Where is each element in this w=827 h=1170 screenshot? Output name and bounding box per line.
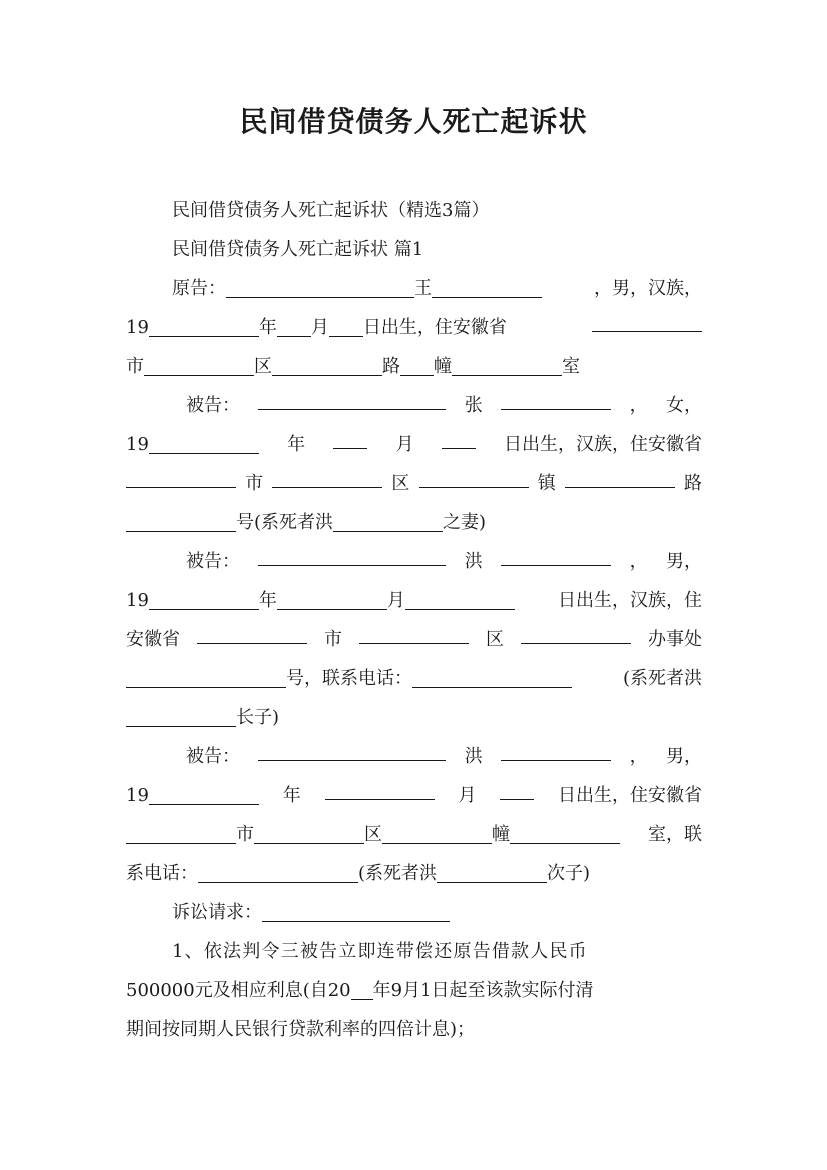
number-phone-label: 号，联系电话： [286,668,412,689]
city-label: 市 [126,356,144,377]
year-label: 年 [258,317,277,338]
defendant3-gender: 男， [665,746,702,767]
blank-field [258,738,446,761]
blank-field [126,704,236,727]
relation-prefix: (系死者洪 [622,668,702,689]
comma: ， [629,395,648,416]
province-label: 安徽省 [126,629,180,650]
blank-field [501,543,611,566]
blank-field [149,314,259,337]
birth-suffix: 日出生，住安徽省 [557,785,702,806]
blank-field [144,353,254,376]
claim-text: 500000元及相应利息(自20 [126,980,351,1001]
blank-field [419,465,529,488]
claims-line [172,894,702,932]
blank-field [198,860,358,883]
defendant1-line-2 [126,426,702,464]
defendant-label: 被告： [186,551,240,572]
plaintiff-line-3 [126,348,702,386]
claim-item-1-line-1: 1、依法判令三被告立即连带偿还原告借款人民币 [172,941,588,962]
defendant3-surname: 洪 [464,746,483,767]
room-label: 室 [562,356,580,377]
blank-field [333,509,443,532]
city-label: 市 [245,473,264,494]
relation-label: 长子) [236,707,280,728]
blank-field [432,275,542,298]
blank-field [149,587,259,610]
district-label: 区 [364,824,382,845]
blank-field [254,821,364,844]
blank-field [510,821,620,844]
relation-prefix: (系死者洪 [358,863,438,884]
defendant1-surname: 张 [464,395,483,416]
defendant2-gender: 男， [665,551,702,572]
blank-field [197,621,307,644]
number-relation-prefix: 号(系死者洪 [236,512,334,533]
blank-field [149,782,259,805]
district-label: 区 [254,356,272,377]
section-heading: 民间借贷债务人死亡起诉状 篇1 [172,239,424,260]
year-label: 年 [282,785,301,806]
blank-field [565,465,675,488]
defendant-label: 被告： [186,746,240,767]
claim-item-1-line-3: 期间按同期人民银行贷款利率的四倍计息)； [126,1019,476,1040]
blank-field [452,353,562,376]
blank-field [329,314,363,337]
defendant1-line-3 [126,465,702,503]
blank-field [405,587,515,610]
birth-suffix: 日出生，住安徽省 [362,317,507,338]
road-label: 路 [382,356,400,377]
building-label: 幢 [434,356,452,377]
birth-prefix: 19 [126,590,149,611]
blank-field [126,821,236,844]
blank-field [262,899,450,922]
document-title: 民间借贷债务人死亡起诉状 [239,105,588,138]
comma: ， [629,746,648,767]
blank-field [351,977,373,1000]
office-label: 办事处 [648,629,702,650]
defendant2-line-2 [126,582,702,620]
blank-field [272,465,382,488]
blank-field [226,275,414,298]
blank-field [333,426,367,449]
blank-field [521,621,631,644]
plaintiff-surname: 王 [414,278,432,299]
comma: ， [629,551,648,572]
blank-field [500,777,534,800]
road-label: 路 [683,473,702,494]
birth-prefix: 19 [126,434,149,455]
claim-text: 年9月1日起至该款实际付清 [372,980,594,1001]
claims-label: 诉讼请求： [172,902,262,923]
defendant2-line-3 [126,621,702,659]
defendant1-gender: 女， [665,395,702,416]
district-label: 区 [486,629,504,650]
blank-field [277,314,311,337]
town-label: 镇 [537,473,556,494]
defendant2-surname: 洪 [464,551,483,572]
blank-field [501,387,611,410]
room-phone-label: 室，联 [648,824,702,845]
birth-suffix: 日出生，汉族，住安徽省 [504,434,702,455]
birth-prefix: 19 [126,785,149,806]
defendant1-line-1 [186,387,702,425]
blank-field [442,426,476,449]
year-label: 年 [258,590,277,611]
defendant3-line-2 [126,777,702,815]
phone-label: 系电话： [126,863,198,884]
relation-label: 次子) [547,863,591,884]
district-label: 区 [391,473,410,494]
plaintiff-line-2 [126,309,702,347]
blank-field [359,621,469,644]
defendant3-line-1 [186,738,702,776]
blank-field [592,309,702,332]
city-label: 市 [236,824,254,845]
plaintiff-line-1 [172,270,702,308]
blank-field [258,543,446,566]
plaintiff-label: 原告： [172,278,226,299]
defendant1-line-4 [126,504,702,542]
defendant2-line-5 [126,699,702,737]
month-label: 月 [458,785,477,806]
subtitle: 民间借贷债务人死亡起诉状（精选3篇） [172,200,490,221]
blank-field [501,738,611,761]
defendant2-line-1 [186,543,702,581]
defendant2-line-4 [126,660,702,698]
blank-field [382,821,492,844]
blank-field [126,665,286,688]
city-label: 市 [324,629,342,650]
blank-field [412,665,572,688]
blank-field [325,777,435,800]
claim-item-1-line-2 [126,972,702,1010]
blank-field [400,353,434,376]
blank-field [258,387,446,410]
birth-prefix: 19 [126,317,149,338]
year-label: 年 [287,434,306,455]
month-label: 月 [310,317,329,338]
blank-field [149,431,259,454]
building-label: 幢 [492,824,510,845]
defendant-label: 被告： [186,395,240,416]
blank-field [272,353,382,376]
plaintiff-gender: ，男，汉族， [594,278,702,299]
month-label: 月 [386,590,405,611]
defendant3-line-3 [126,816,702,854]
month-label: 月 [395,434,414,455]
blank-field [277,587,387,610]
blank-field [437,860,547,883]
relation-label: 之妻) [443,512,487,533]
birth-suffix: 日出生，汉族，住 [558,590,702,611]
blank-field [126,509,236,532]
defendant3-line-4 [126,855,702,893]
blank-field [126,465,236,488]
